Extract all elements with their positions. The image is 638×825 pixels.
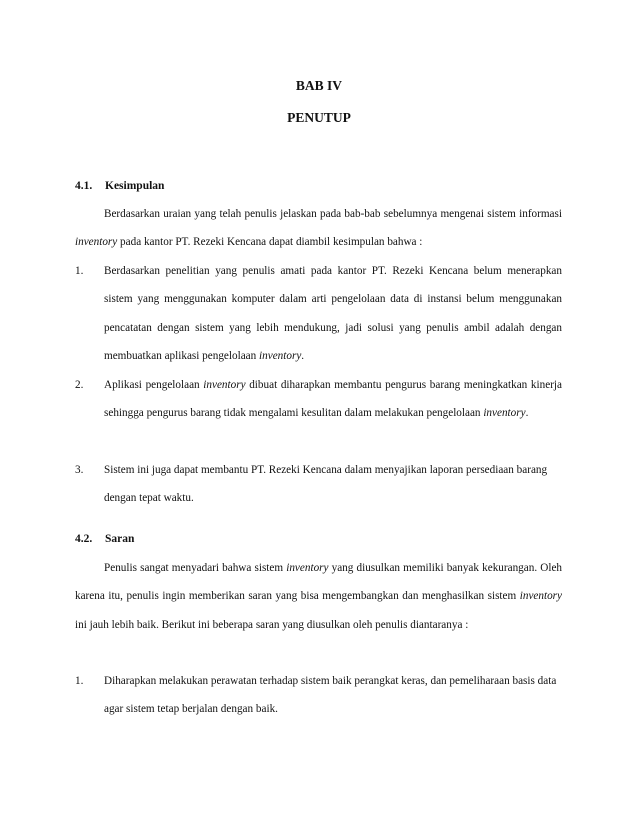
section-title: Kesimpulan bbox=[105, 180, 165, 192]
list-item-text: Sistem ini juga dapat membantu PT. Rezeki Kencana dalam menyajikan laporan persediaan barang dengan tepat waktu. bbox=[104, 464, 548, 505]
chapter-label: BAB IV bbox=[295, 78, 343, 93]
list-item-text: Aplikasi pengelolaan inventory dibuat diharapkan membantu pengurus barang meningkatkan kinerja sehingga pengurus barang tidak mengalami kesulitan dalam melakukan pengelolaan inventory. bbox=[104, 379, 562, 420]
section-title: Saran bbox=[105, 533, 135, 545]
section-heading-saran bbox=[75, 531, 134, 547]
list-item bbox=[75, 371, 562, 428]
section-number: 4.1. bbox=[75, 180, 93, 192]
list-marker: 3. bbox=[75, 464, 84, 476]
chapter-title: PENUTUP bbox=[287, 110, 351, 125]
list-item bbox=[75, 456, 562, 513]
list-item bbox=[75, 257, 562, 370]
list-item-text: Berdasarkan penelitian yang penulis amati pada kantor PT. Rezeki Kencana belum menerapkan sistem yang menggunakan komputer dalam arti pengelolaan data di instansi belum menggunakan pencatatan dengan sistem yang lebih mendukung, jadi solusi yang penulis ambil adalah dengan membuatkan aplikasi pengelolaan inventory. bbox=[104, 265, 562, 362]
saran-intro: Penulis sangat menyadari bahwa sistem inventory yang diusulkan memiliki banyak kekurangan. Oleh karena itu, penulis ingin memberikan saran yang bisa mengembangkan dan menghasilkan sistem inventory ini jauh lebih baik. Berikut ini beberapa saran yang diusulkan oleh penulis diantaranya : bbox=[75, 562, 563, 631]
list-marker: 2. bbox=[75, 379, 84, 391]
kesimpulan-intro: Berdasarkan uraian yang telah penulis jelaskan pada bab-bab sebelumnya mengenai sistem informasi inventory pada kantor PT. Rezeki Kencana dapat diambil kesimpulan bahwa : bbox=[75, 208, 562, 249]
section-heading-kesimpulan bbox=[75, 178, 164, 194]
list-item bbox=[75, 667, 562, 724]
section-number: 4.2. bbox=[75, 533, 93, 545]
list-marker: 1. bbox=[75, 675, 84, 687]
list-item-text: Diharapkan melakukan perawatan terhadap sistem baik perangkat keras, dan pemeliharaan basis data agar sistem tetap berjalan dengan baik. bbox=[104, 675, 557, 716]
list-marker: 1. bbox=[75, 265, 84, 277]
